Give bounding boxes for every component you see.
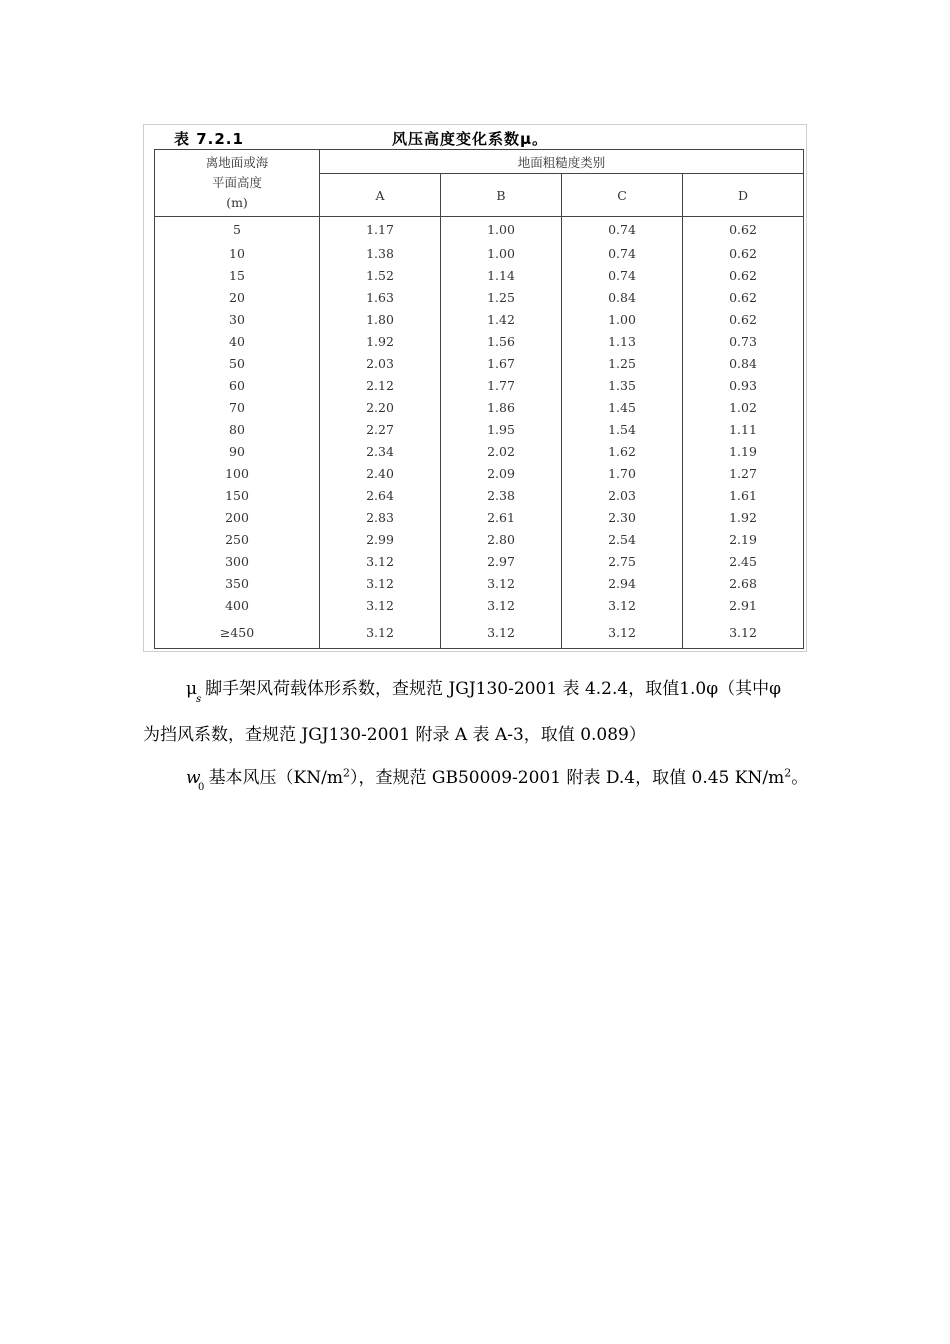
superscript-2: 2 — [343, 766, 350, 780]
coefficient-table — [154, 149, 804, 649]
shape-coefficient-paragraph — [186, 674, 782, 705]
height-cell: ≥450 — [155, 617, 320, 649]
table-row — [155, 529, 804, 551]
para2-text-c: 。 — [791, 768, 809, 788]
coefficient-cell-d: 2.91 — [683, 595, 804, 617]
coefficient-cell-d: 0.62 — [683, 243, 804, 265]
coefficient-cell-a: 1.38 — [320, 243, 441, 265]
height-cell: 150 — [155, 485, 320, 507]
coefficient-cell-c: 2.54 — [562, 529, 683, 551]
category-header-c: C — [562, 174, 683, 217]
coefficient-cell-c: 2.75 — [562, 551, 683, 573]
table-row — [155, 441, 804, 463]
coefficient-cell-a: 1.63 — [320, 287, 441, 309]
coefficient-cell-c: 0.74 — [562, 217, 683, 243]
coefficient-cell-a: 2.27 — [320, 419, 441, 441]
coefficient-cell-d: 0.62 — [683, 265, 804, 287]
para2-text-a: 基本风压（KN/m — [208, 768, 343, 788]
table-row — [155, 485, 804, 507]
height-header-line: (m) — [226, 195, 248, 210]
coefficient-cell-b: 2.61 — [441, 507, 562, 529]
height-column-header — [155, 150, 320, 217]
table-row — [155, 217, 804, 243]
table-row — [155, 265, 804, 287]
table-title: 风压高度变化系数μ。 — [392, 130, 549, 148]
roughness-category-header: 地面粗糙度类别 — [320, 150, 804, 174]
height-cell: 300 — [155, 551, 320, 573]
table-row — [155, 507, 804, 529]
height-cell: 80 — [155, 419, 320, 441]
coefficient-cell-b: 3.12 — [441, 617, 562, 649]
coefficient-cell-a: 3.12 — [320, 595, 441, 617]
coefficient-cell-c: 1.13 — [562, 331, 683, 353]
coefficient-cell-d: 2.19 — [683, 529, 804, 551]
coefficient-cell-c: 1.25 — [562, 353, 683, 375]
height-cell: 70 — [155, 397, 320, 419]
coefficient-cell-d: 1.92 — [683, 507, 804, 529]
table-row — [155, 309, 804, 331]
height-header-line: 离地面或海 — [205, 155, 269, 170]
height-cell: 100 — [155, 463, 320, 485]
table-caption — [144, 125, 806, 149]
coefficient-cell-a: 2.40 — [320, 463, 441, 485]
coefficient-cell-c: 1.62 — [562, 441, 683, 463]
coefficient-cell-a: 1.92 — [320, 331, 441, 353]
coefficient-cell-c: 1.70 — [562, 463, 683, 485]
coefficient-cell-d: 0.73 — [683, 331, 804, 353]
w-symbol: w — [186, 768, 201, 788]
table-row — [155, 353, 804, 375]
wind-pressure-table-figure — [143, 124, 807, 652]
coefficient-cell-d: 0.93 — [683, 375, 804, 397]
table-body — [155, 217, 804, 649]
coefficient-cell-a: 1.80 — [320, 309, 441, 331]
table-row — [155, 243, 804, 265]
category-header-b: B — [441, 174, 562, 217]
table-row — [155, 463, 804, 485]
coefficient-cell-b: 1.42 — [441, 309, 562, 331]
table-row — [155, 397, 804, 419]
table-row — [155, 419, 804, 441]
coefficient-cell-c: 0.74 — [562, 265, 683, 287]
coefficient-cell-d: 1.19 — [683, 441, 804, 463]
table-row — [155, 287, 804, 309]
height-header-line: 平面高度 — [211, 175, 262, 190]
coefficient-cell-a: 2.20 — [320, 397, 441, 419]
coefficient-cell-a: 2.64 — [320, 485, 441, 507]
coefficient-cell-a: 2.34 — [320, 441, 441, 463]
coefficient-cell-c: 0.84 — [562, 287, 683, 309]
table-row — [155, 331, 804, 353]
coefficient-cell-c: 2.30 — [562, 507, 683, 529]
height-cell: 10 — [155, 243, 320, 265]
coefficient-cell-b: 3.12 — [441, 573, 562, 595]
height-cell: 50 — [155, 353, 320, 375]
coefficient-cell-d: 1.02 — [683, 397, 804, 419]
height-cell: 90 — [155, 441, 320, 463]
height-cell: 250 — [155, 529, 320, 551]
para1-line2: 为挡风系数，查规范 JGJ130-2001 附录 A 表 A-3，取值 0.089） — [143, 725, 646, 745]
coefficient-cell-d: 0.62 — [683, 287, 804, 309]
coefficient-cell-d: 1.27 — [683, 463, 804, 485]
coefficient-cell-b: 2.97 — [441, 551, 562, 573]
table-row — [155, 617, 804, 649]
table-number: 表 7.2.1 — [174, 130, 244, 148]
coefficient-cell-d: 0.84 — [683, 353, 804, 375]
coefficient-cell-a: 1.52 — [320, 265, 441, 287]
coefficient-cell-c: 2.03 — [562, 485, 683, 507]
coefficient-cell-b: 3.12 — [441, 595, 562, 617]
coefficient-cell-d: 3.12 — [683, 617, 804, 649]
coefficient-cell-c: 1.45 — [562, 397, 683, 419]
coefficient-cell-b: 1.00 — [441, 217, 562, 243]
coefficient-cell-b: 1.00 — [441, 243, 562, 265]
coefficient-cell-a: 2.12 — [320, 375, 441, 397]
height-cell: 40 — [155, 331, 320, 353]
table-row — [155, 595, 804, 617]
category-header-d: D — [683, 174, 804, 217]
category-header-a: A — [320, 174, 441, 217]
coefficient-cell-b: 2.09 — [441, 463, 562, 485]
coefficient-cell-a: 3.12 — [320, 617, 441, 649]
height-cell: 60 — [155, 375, 320, 397]
height-cell: 400 — [155, 595, 320, 617]
height-cell: 30 — [155, 309, 320, 331]
coefficient-cell-b: 1.77 — [441, 375, 562, 397]
coefficient-cell-c: 1.54 — [562, 419, 683, 441]
coefficient-cell-c: 0.74 — [562, 243, 683, 265]
coefficient-cell-a: 2.99 — [320, 529, 441, 551]
height-cell: 20 — [155, 287, 320, 309]
coefficient-cell-d: 0.62 — [683, 309, 804, 331]
coefficient-cell-b: 2.02 — [441, 441, 562, 463]
height-cell: 200 — [155, 507, 320, 529]
coefficient-cell-b: 2.80 — [441, 529, 562, 551]
height-cell: 15 — [155, 265, 320, 287]
coefficient-cell-b: 1.25 — [441, 287, 562, 309]
coefficient-cell-c: 1.00 — [562, 309, 683, 331]
coefficient-cell-a: 3.12 — [320, 573, 441, 595]
coefficient-cell-a: 3.12 — [320, 551, 441, 573]
height-cell: 350 — [155, 573, 320, 595]
table-row — [155, 573, 804, 595]
coefficient-cell-c: 2.94 — [562, 573, 683, 595]
coefficient-cell-d: 2.68 — [683, 573, 804, 595]
coefficient-cell-b: 1.56 — [441, 331, 562, 353]
subscript-s: s — [196, 694, 202, 705]
coefficient-cell-b: 2.38 — [441, 485, 562, 507]
para1-line1: 脚手架风荷载体形系数，查规范 JGJ130-2001 表 4.2.4，取值1.0φ（其中φ — [205, 679, 782, 699]
coefficient-cell-a: 2.03 — [320, 353, 441, 375]
table-row — [155, 551, 804, 573]
coefficient-cell-b: 1.67 — [441, 353, 562, 375]
coefficient-cell-a: 2.83 — [320, 507, 441, 529]
mu-symbol: μ — [186, 679, 198, 699]
para2-text-b: ），查规范 GB50009-2001 附表 D.4，取值 0.45 KN/m — [350, 768, 785, 788]
coefficient-cell-d: 0.62 — [683, 217, 804, 243]
coefficient-cell-b: 1.86 — [441, 397, 562, 419]
basic-wind-pressure-paragraph — [186, 763, 809, 793]
coefficient-cell-c: 3.12 — [562, 595, 683, 617]
coefficient-cell-a: 1.17 — [320, 217, 441, 243]
height-cell: 5 — [155, 217, 320, 243]
coefficient-cell-b: 1.14 — [441, 265, 562, 287]
coefficient-cell-d: 2.45 — [683, 551, 804, 573]
coefficient-cell-c: 1.35 — [562, 375, 683, 397]
coefficient-cell-c: 3.12 — [562, 617, 683, 649]
coefficient-cell-b: 1.95 — [441, 419, 562, 441]
table-row — [155, 375, 804, 397]
superscript-2: 2 — [784, 766, 792, 780]
subscript-0: 0 — [198, 782, 205, 793]
coefficient-cell-d: 1.61 — [683, 485, 804, 507]
coefficient-cell-d: 1.11 — [683, 419, 804, 441]
